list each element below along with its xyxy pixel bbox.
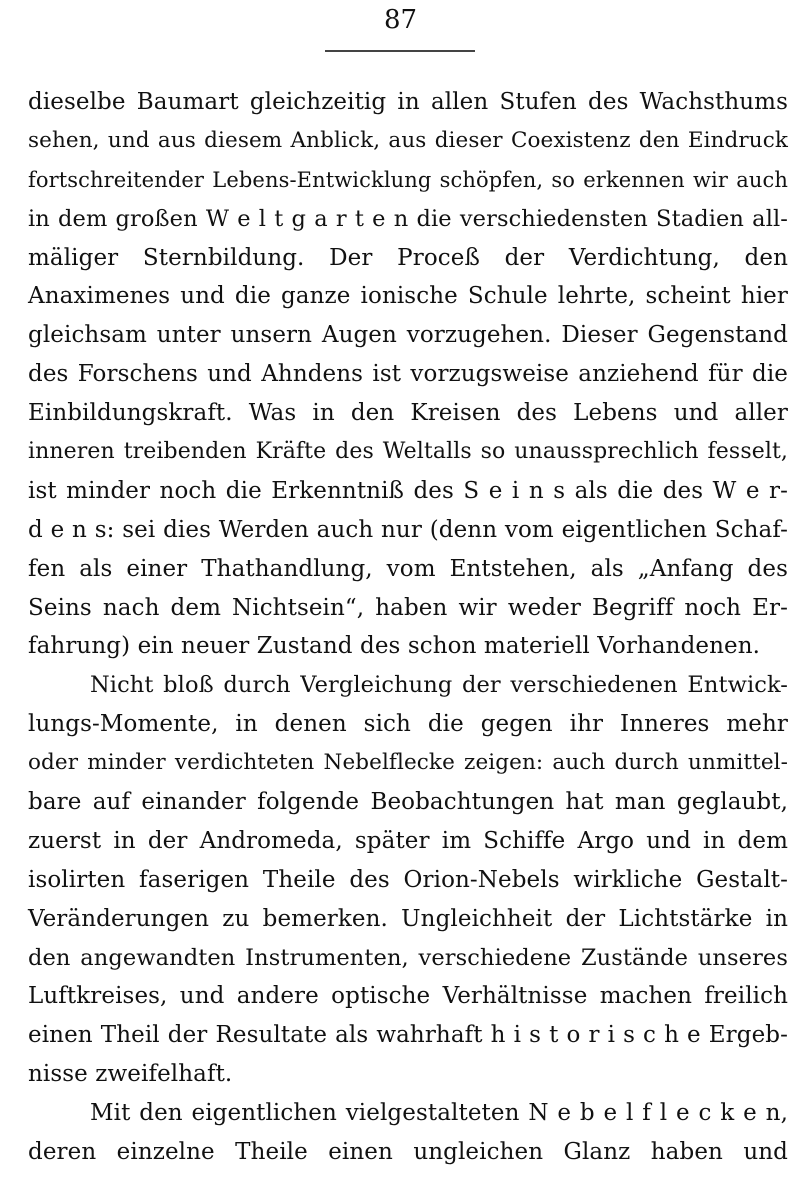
- text-line: sehen, und aus diesem Anblick, aus dieser Coexistenz den Eindruck: [28, 127, 788, 153]
- text-line: bare auf einander folgende Beobachtungen hat man geglaubt,: [28, 789, 788, 816]
- text-line: in dem großen W e l t g a r t e n die verschiedensten Stadien all-: [28, 205, 788, 232]
- text-line: d e n s: sei dies Werden auch nur (denn vom eigentlichen Schaf-: [28, 516, 788, 543]
- text-line: isolirten faserigen Theile des Orion-Nebels wirkliche Gestalt-: [28, 866, 788, 893]
- text-line: gleichsam unter unsern Augen vorzugehen. Dieser Gegenstand: [28, 322, 788, 349]
- text-line: den angewandten Instrumenten, verschiedene Zustände unseres: [28, 944, 788, 971]
- text-line: inneren treibenden Kräfte des Weltalls so unaussprechlich fesselt,: [28, 439, 788, 465]
- text-line: Seins nach dem Nichtsein“, haben wir weder Begriff noch Er-: [28, 594, 788, 621]
- text-line: Nicht bloß durch Vergleichung der verschiedenen Entwick-: [90, 672, 788, 699]
- text-line: oder minder verdichteten Nebelflecke zeigen: auch durch unmittel-: [28, 750, 788, 776]
- header-rule: [325, 50, 475, 52]
- text-line: fen als einer Thathandlung, vom Entstehen, als „Anfang des: [28, 555, 788, 582]
- text-line: Einbildungskraft. Was in den Kreisen des Lebens und aller: [28, 400, 788, 427]
- body-text: [28, 83, 788, 1172]
- text-line: lungs-Momente, in denen sich die gegen ihr Inneres mehr: [28, 711, 788, 738]
- text-line: ist minder noch die Erkenntniß des S e i n s als die des W e r-: [28, 477, 788, 504]
- text-line: fortschreitender Lebens-Entwicklung schöpfen, so erkennen wir auch: [28, 167, 788, 192]
- text-line: mäliger Sternbildung. Der Proceß der Verdichtung, den: [28, 244, 788, 271]
- text-line: einen Theil der Resultate als wahrhaft h i s t o r i s c h e Ergeb-: [28, 1022, 788, 1049]
- text-line: zuerst in der Andromeda, später im Schiffe Argo und in dem: [28, 827, 788, 854]
- text-line: des Forschens und Ahndens ist vorzugsweise anziehend für die: [28, 361, 788, 388]
- text-line: Mit den eigentlichen vielgestalteten N e b e l f l e c k e n,: [90, 1100, 788, 1127]
- text-line: Anaximenes und die ganze ionische Schule lehrte, scheint hier: [28, 283, 788, 310]
- text-line: Veränderungen zu bemerken. Ungleichheit der Lichtstärke in: [28, 905, 788, 932]
- text-line: dieselbe Baumart gleichzeitig in allen Stufen des Wachsthums: [28, 89, 788, 115]
- text-line: Luftkreises, und andere optische Verhältnisse machen freilich: [28, 983, 788, 1010]
- text-line: deren einzelne Theile einen ungleichen Glanz haben und: [28, 1139, 788, 1166]
- page-number: 87: [383, 5, 418, 35]
- text-line: fahrung) ein neuer Zustand des schon materiell Vorhandenen.: [28, 633, 761, 660]
- text-line: nisse zweifelhaft.: [28, 1061, 233, 1088]
